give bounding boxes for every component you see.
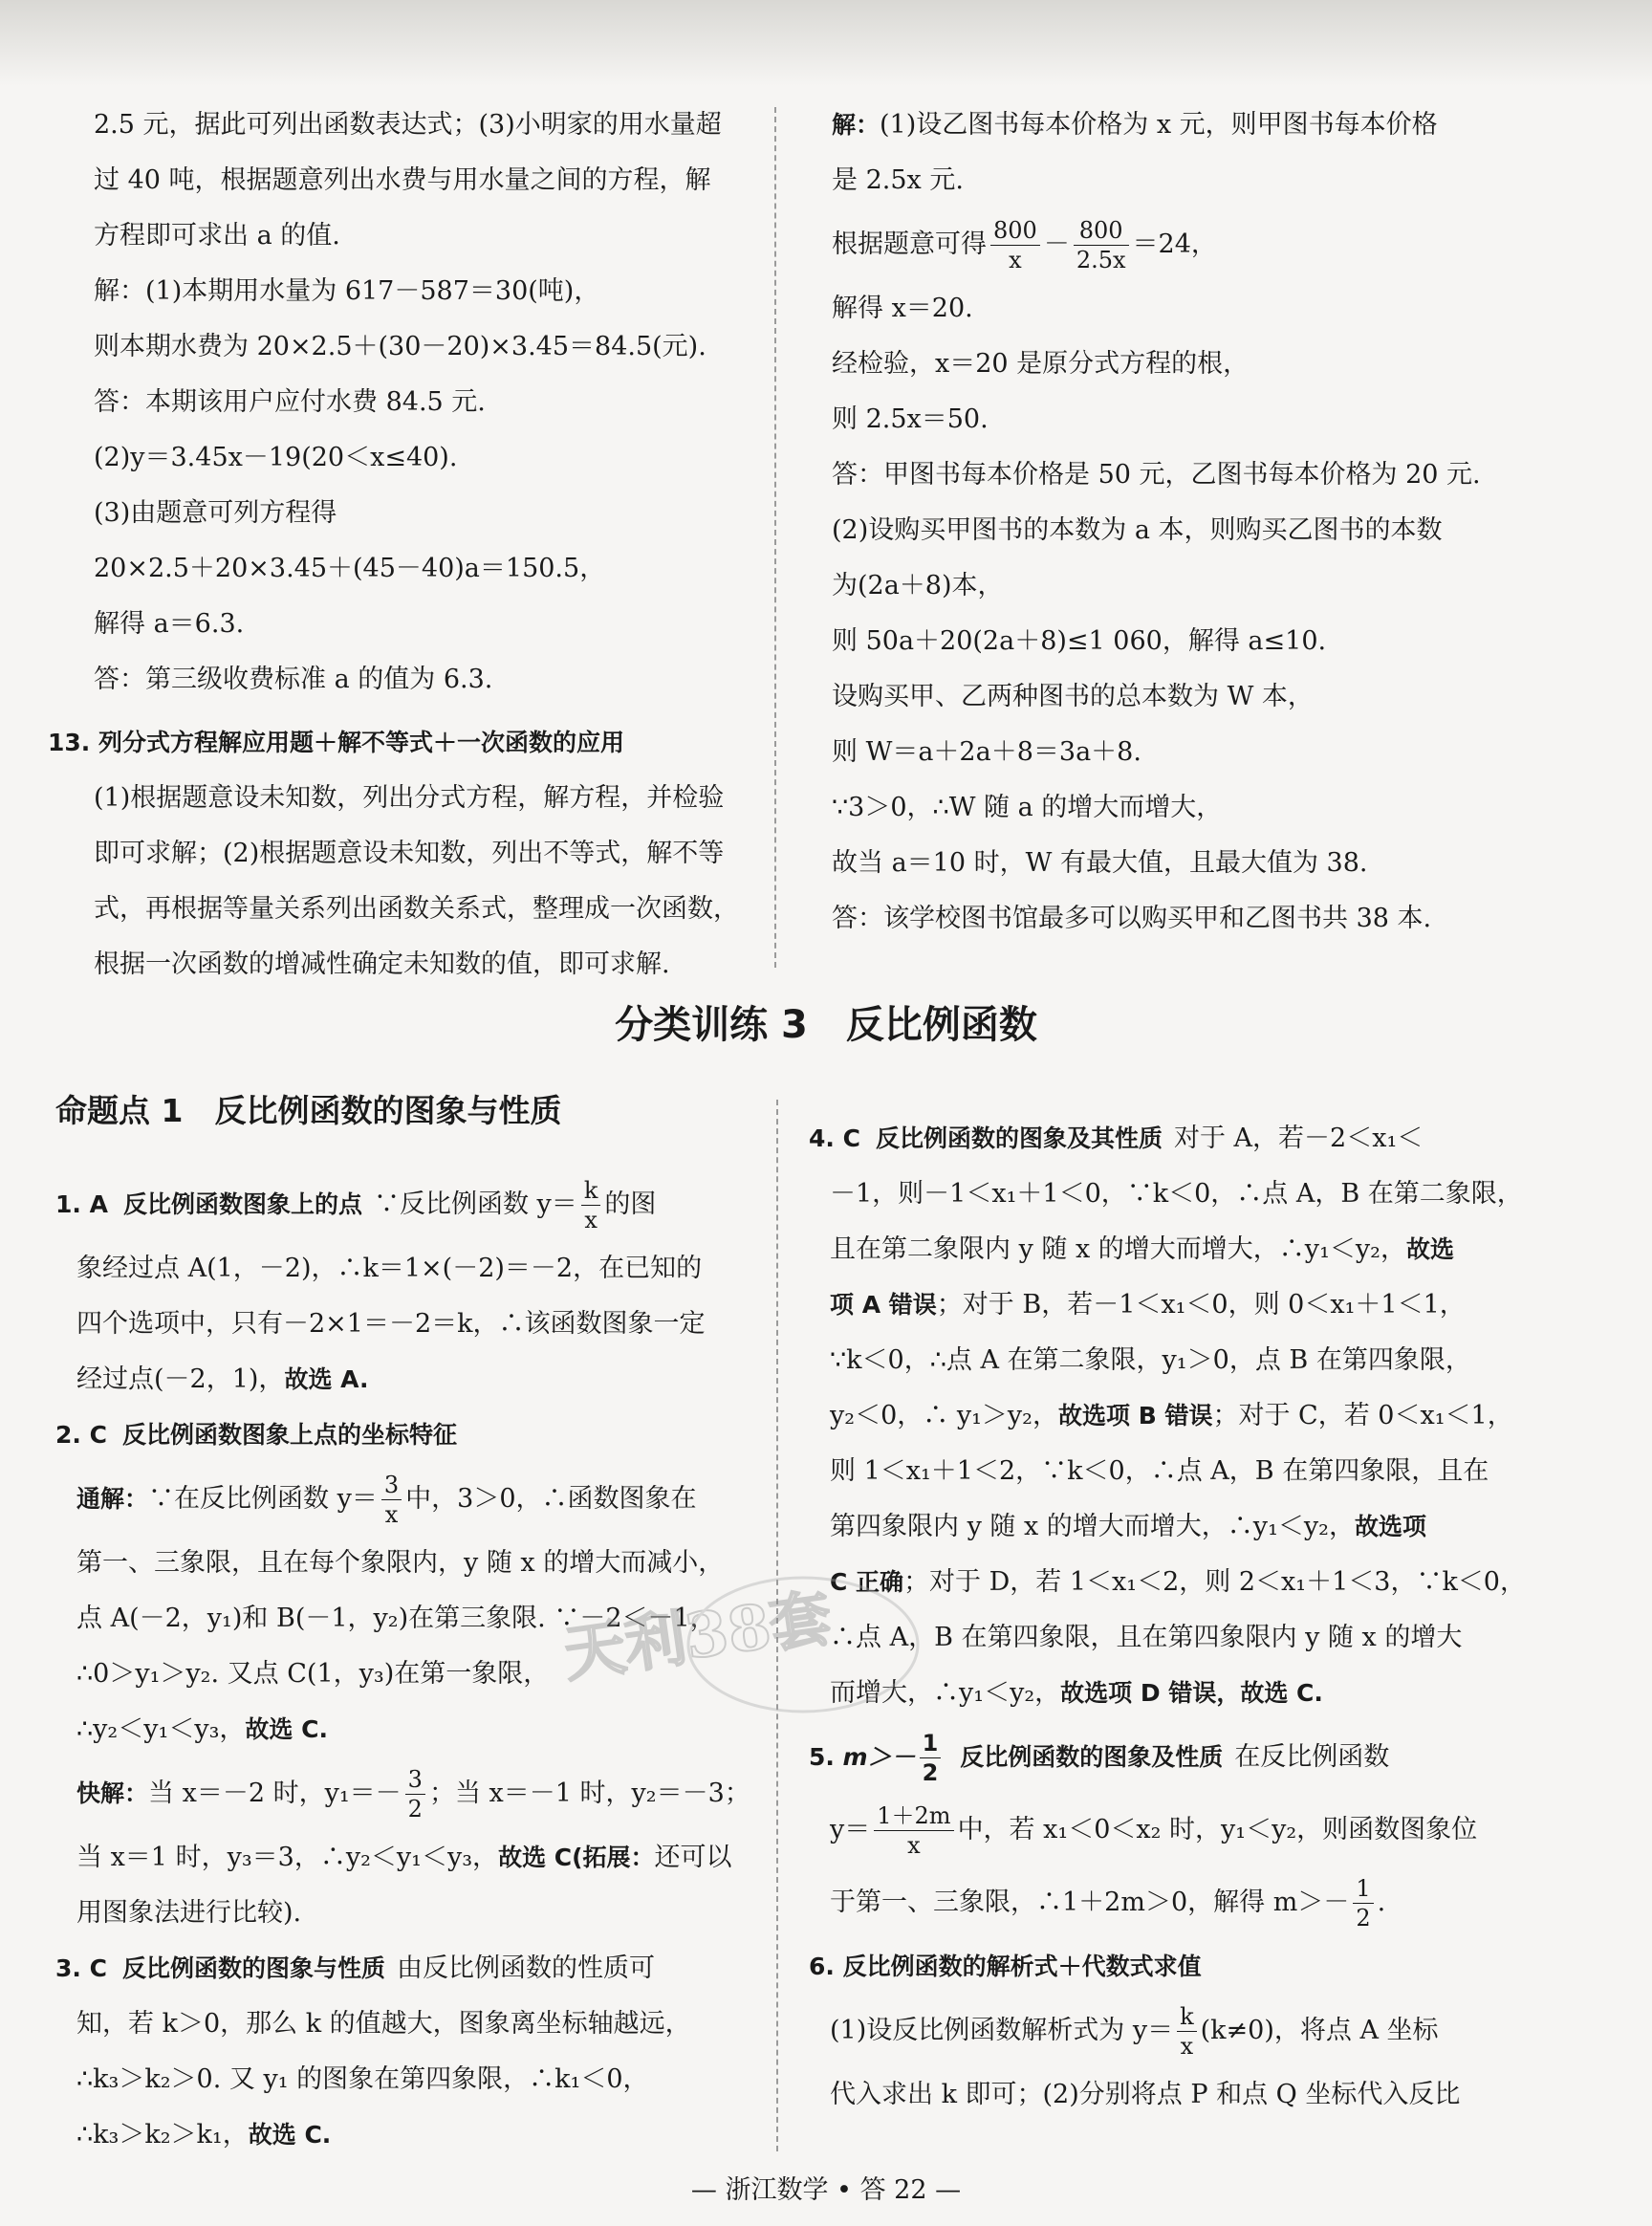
watermark-logo bbox=[554, 1549, 956, 1740]
text-line: 是 2.5x 元. bbox=[832, 165, 964, 195]
text-line: 即可求解；(2)根据题意设未知数，列出不等式，解不等 bbox=[94, 839, 725, 868]
text-line: 第一、三象限，且在每个象限内，y 随 x 的增大而减小， bbox=[76, 1548, 725, 1578]
fraction: $\frac{k}{x}$ bbox=[581, 1176, 601, 1234]
text-line: 答：第三级收费标准 a 的值为 6.3. bbox=[94, 665, 493, 694]
text-line: 答：甲图书每本价格是 50 元，乙图书每本价格为 20 元. bbox=[832, 460, 1481, 490]
text-line: (2)设购买甲图书的本数为 a 本，则购买乙图书的本数 bbox=[832, 515, 1443, 545]
text-line: 则本期水费为 20×2.5＋(30－20)×3.45＝84.5(元). bbox=[94, 332, 706, 361]
text-line: y₂＜0，∴ y₁＞y₂，故选项 B 错误；对于 C，若 0＜x₁＜1， bbox=[830, 1401, 1513, 1430]
q5-first-line: 5. m＞－ $\frac{1}{2}$ 反比例函数的图象及性质 在反比例函数 bbox=[809, 1730, 1390, 1786]
text-line: 象经过点 A(1，－2)，∴k＝1×(－2)＝－2，在已知的 bbox=[76, 1254, 703, 1283]
text-line: －1，则－1＜x₁＋1＜0，∵k＜0，∴点 A，B 在第二象限， bbox=[830, 1179, 1523, 1209]
text-line: (2)y＝3.45x－19(20＜x≤40). bbox=[94, 443, 458, 472]
text-line: 答：本期该用户应付水费 84.5 元. bbox=[94, 387, 486, 417]
fraction: $\frac{800}{2.5x}$ bbox=[1074, 216, 1129, 274]
fraction: $\frac{1}{2}$ bbox=[920, 1729, 942, 1787]
text-line: 且在第二象限内 y 随 x 的增大而增大，∴y₁＜y₂，故选 bbox=[830, 1234, 1454, 1264]
text-line: 解：(1)设乙图书每本价格为 x 元，则甲图书每本价格 bbox=[832, 110, 1438, 140]
text-line: 代入求出 k 即可；(2)分别将点 P 和点 Q 坐标代入反比 bbox=[830, 2080, 1461, 2109]
right-top-column bbox=[832, 98, 1501, 947]
text-line: 四个选项中，只有－2×1＝－2＝k，∴该函数图象一定 bbox=[76, 1309, 706, 1339]
column-divider bbox=[774, 107, 776, 968]
text-line: 故当 a＝10 时，W 有最大值，且最大值为 38. bbox=[832, 848, 1368, 878]
svg-text:天利38套: 天利38套 bbox=[559, 1582, 837, 1691]
text-line: 则 50a＋20(2a＋8)≤1 060，解得 a≤10. bbox=[832, 626, 1327, 656]
text-line: 为(2a＋8)本， bbox=[832, 571, 1004, 600]
fraction: $\frac{1}{2}$ bbox=[1353, 1874, 1373, 1932]
text-line: 方程即可求出 a 的值. bbox=[94, 221, 340, 251]
text-line: 设购买甲、乙两种图书的总本数为 W 本， bbox=[832, 682, 1314, 711]
text-line: 答：该学校图书馆最多可以购买甲和乙图书共 38 本. bbox=[832, 904, 1432, 933]
text-line: 则 W＝a＋2a＋8＝3a＋8. bbox=[832, 737, 1141, 767]
text-line: 则 1＜x₁＋1＜2，∵k＜0，∴点 A，B 在第四象限，且在 bbox=[830, 1456, 1489, 1486]
text-line: ∴y₂＜y₁＜y₃，故选 C. bbox=[76, 1714, 328, 1744]
topic-title: 命题点 1 反比例函数的图象与性质 bbox=[55, 1092, 562, 1129]
text-line: 根据一次函数的增减性确定未知数的值，即可求解. bbox=[94, 949, 670, 979]
text-line: 而增大，∴y₁＜y₂，故选项 D 错误，故选 C. bbox=[830, 1678, 1323, 1708]
equation-line: 根据题意可得 $\frac{800}{x}$ － $\frac{800}{2.5x}$ ＝24， bbox=[832, 217, 1217, 273]
fraction: $\frac{800}{x}$ bbox=[990, 216, 1040, 274]
text-line: 于第一、三象限，∴1＋2m＞0，解得 m＞－ $\frac{1}{2}$ . bbox=[830, 1875, 1386, 1931]
text-line: 通解：∵在反比例函数 y＝ $\frac{3}{x}$ 中，3＞0，∴函数图象在 bbox=[76, 1472, 697, 1528]
text-line: 2.5 元，据此可列出函数表达式；(3)小明家的用水量超 bbox=[94, 110, 722, 140]
section-title: 分类训练 3 反比例函数 bbox=[615, 1003, 1037, 1047]
text-line: ∵3＞0，∴W 随 a 的增大而增大， bbox=[832, 793, 1223, 822]
text-line: ∴k₃＞k₂＞0. 又 y₁ 的图象在第四象限，∴k₁＜0， bbox=[76, 2064, 649, 2094]
text-line: 解得 x＝20. bbox=[832, 294, 973, 323]
text-line: 过 40 吨，根据题意列出水费与用水量之间的方程，解 bbox=[94, 165, 711, 195]
q6-heading: 6. 反比例函数的解析式＋代数式求值 bbox=[809, 1953, 1202, 1980]
left-top-column bbox=[48, 98, 763, 993]
text-line: 用图象法进行比较). bbox=[76, 1898, 302, 1928]
text-line: ∵k＜0，∴点 A 在第二象限，y₁＞0，点 B 在第四象限， bbox=[830, 1345, 1471, 1375]
text-line: (1)根据题意设未知数，列出分式方程，解方程，并检验 bbox=[94, 783, 725, 813]
text-line: 点 A(－2，y₁)和 B(－1，y₂)在第三象限. ∵－2＜－1， bbox=[76, 1604, 716, 1633]
text-line: 第四象限内 y 随 x 的增大而增大，∴y₁＜y₂，故选项 bbox=[830, 1512, 1426, 1541]
text-line: 经检验，x＝20 是原分式方程的根， bbox=[832, 349, 1250, 379]
text-line: (1)设反比例函数解析式为 y＝ $\frac{k}{x}$ (k≠0)，将点 A 坐标 bbox=[830, 2003, 1439, 2060]
text-line: (3)由题意可列方程得 bbox=[94, 498, 337, 528]
text-line: 当 x＝1 时，y₃＝3，∴y₂＜y₁＜y₃，故选 C(拓展：还可以 bbox=[76, 1843, 732, 1872]
q13-heading: 13. 列分式方程解应用题＋解不等式＋一次函数的应用 bbox=[48, 729, 624, 756]
text-line: 经过点(－2，1)，故选 A. bbox=[76, 1364, 369, 1394]
scan-shadow bbox=[0, 0, 1652, 86]
q3-first-line: 3. C 反比例函数的图象与性质 由反比例函数的性质可 bbox=[55, 1953, 655, 1983]
text-line: y＝ $\frac{1+2m}{x}$ 中，若 x₁＜0＜x₂ 时，y₁＜y₂，则函数图象位 bbox=[830, 1802, 1478, 1859]
page-footer: — 浙江数学 • 答 22 — bbox=[690, 2175, 962, 2205]
text-line: ∴0＞y₁＞y₂. 又点 C(1，y₃)在第一象限， bbox=[76, 1659, 550, 1689]
text-line: ∴点 A，B 在第四象限，且在第四象限内 y 随 x 的增大 bbox=[830, 1623, 1463, 1652]
text-line: 20×2.5＋20×3.45＋(45－40)a＝150.5， bbox=[94, 554, 606, 583]
text-line: 项 A 错误；对于 B，若－1＜x₁＜0，则 0＜x₁＋1＜1， bbox=[830, 1290, 1466, 1320]
q1-first-line: 1. A 反比例函数图象上的点 ∵反比例函数 y＝ $\frac{k}{x}$ 的图 bbox=[55, 1177, 657, 1233]
text-line: 解：(1)本期用水量为 617－587＝30(吨)， bbox=[94, 276, 600, 306]
fraction: $\frac{k}{x}$ bbox=[1177, 2002, 1197, 2061]
text-line: 则 2.5x＝50. bbox=[832, 404, 989, 434]
text-line: 式，再根据等量关系列出函数关系式，整理成一次函数， bbox=[94, 894, 739, 924]
text-line: 知，若 k＞0，那么 k 的值越大，图象离坐标轴越远， bbox=[76, 2009, 691, 2039]
fraction: $\frac{3}{x}$ bbox=[381, 1471, 402, 1529]
q4-first-line: 4. C 反比例函数的图象及其性质 对于 A，若－2＜x₁＜ bbox=[809, 1124, 1424, 1153]
text-line: 解得 a＝6.3. bbox=[94, 609, 245, 639]
fraction: $\frac{3}{2}$ bbox=[405, 1765, 425, 1823]
q2-first-line: 2. C 反比例函数图象上点的坐标特征 bbox=[55, 1421, 457, 1449]
fraction: $\frac{1+2m}{x}$ bbox=[874, 1801, 953, 1860]
text-line: ∴k₃＞k₂＞k₁，故选 C. bbox=[76, 2120, 332, 2150]
text-line: 快解：当 x＝－2 时，y₁＝－ $\frac{3}{2}$ ；当 x＝－1 时，y₂＝－3； bbox=[76, 1766, 750, 1822]
text-line: C 正确；对于 D，若 1＜x₁＜2，则 2＜x₁＋1＜3，∵k＜0， bbox=[830, 1567, 1526, 1597]
